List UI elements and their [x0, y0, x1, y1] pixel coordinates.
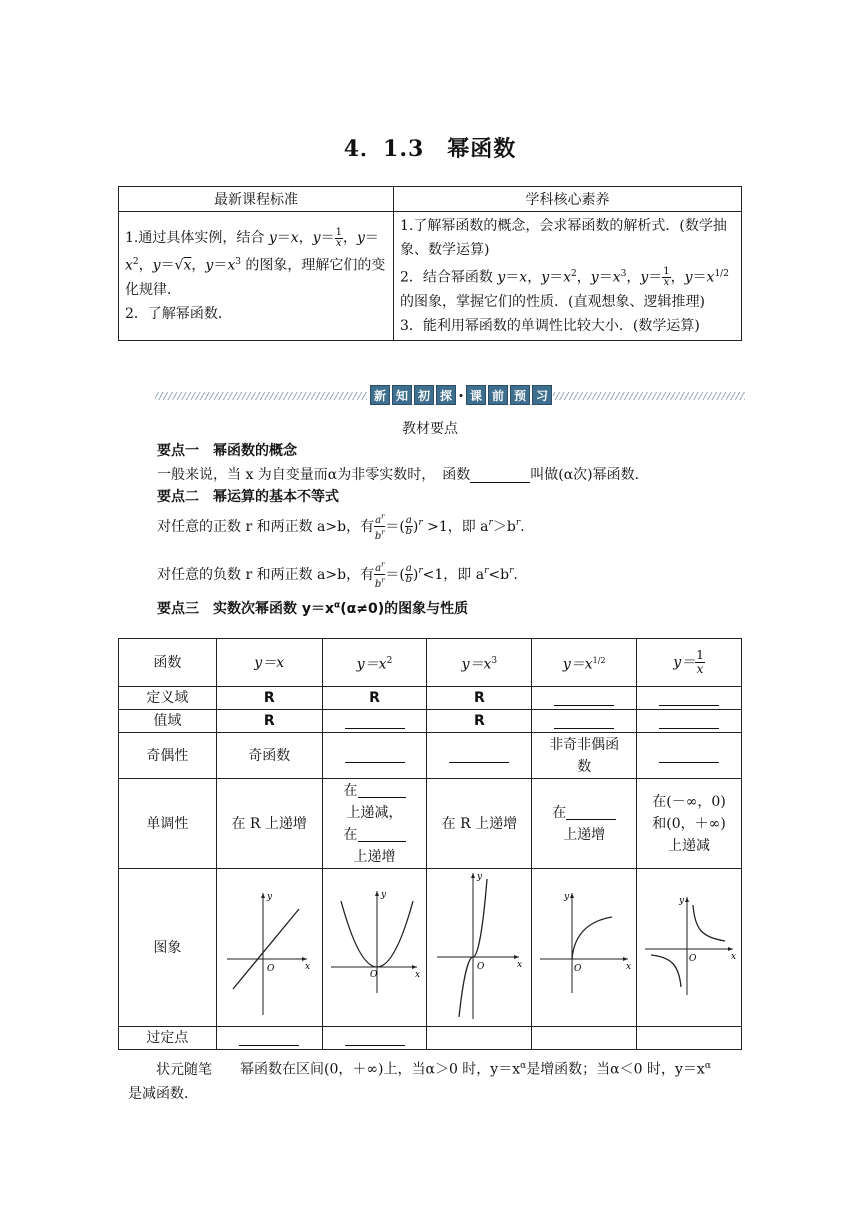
domain-cell: R [322, 687, 427, 710]
graph-cell [322, 869, 427, 1027]
parity-cell [427, 733, 532, 779]
func-label: y＝ [673, 654, 696, 671]
standards-left-1a: 1.通过具体实例，结合 [125, 230, 265, 246]
point3-title: 要点三 实数次幂函数 $y=x^\alpha(\alpha\ne 0)$的图象与性质 [157, 600, 469, 617]
axis-label: x [305, 962, 311, 972]
func-cell: $y=x^2$ [322, 639, 427, 687]
row-label: 图象 [119, 869, 217, 1027]
func-label: y＝x [461, 656, 492, 673]
fill-blank[interactable] [659, 691, 719, 706]
fill-blank[interactable] [554, 691, 614, 706]
domain-cell [532, 687, 637, 710]
fill-blank[interactable] [358, 827, 406, 842]
banner-char: 预 [510, 385, 530, 405]
standards-left-1b: 的图象，理解它们的变化规律． [125, 257, 386, 298]
point2-line1-b: >1，即 a [427, 518, 489, 535]
section-title: 教材要点 [402, 421, 458, 437]
axis-label: y [679, 896, 685, 906]
standards-right-3: 3．能利用幂函数的单调性比较大小．(数学运算) [400, 317, 700, 334]
point1-text-a: 一般来说，当 x 为自变量而α为非零实数时， 函数 [157, 467, 471, 483]
mono-cell [322, 779, 427, 869]
standards-table [118, 186, 742, 341]
fixed-point-cell [532, 1027, 637, 1050]
fixed-point-cell [216, 1027, 322, 1050]
row-label: 过定点 [119, 1027, 217, 1050]
graph-cell [637, 869, 742, 1027]
banner-char: 新 [370, 385, 390, 405]
banner-hatch-right [553, 392, 745, 400]
domain-cell: R [427, 687, 532, 710]
standards-left-cell: 1.通过具体实例，结合 y＝x，y＝ $\frac{1}{x}$ ，$y=x^2$，y＝√x，$y=x^3$ 的图象，理解它们的变化规律． 2．了解幂函数． [119, 212, 394, 341]
fill-blank[interactable] [345, 1031, 405, 1046]
standards-right-2a: 2．结合幂函数 [400, 269, 493, 286]
note-label: 状元随笔 [156, 1061, 212, 1078]
fill-blank[interactable] [345, 714, 405, 729]
axis-label: x [414, 970, 420, 980]
fixed-point-cell [637, 1027, 742, 1050]
axis-label: y [380, 890, 386, 900]
axis-label: x [517, 960, 523, 970]
point2-line2: 对任意的负数 r 和两正数 a>b，有 $\frac{a^r}{b^r}$ ＝( $\frac{a}{b}$ )$^r$<1，即 $a^r<b^r$. [157, 561, 518, 590]
origin-label: O [267, 964, 275, 974]
mono-text: 上递增 [353, 848, 396, 865]
mono-cell: 在 R 上递增 [216, 779, 322, 869]
point2-title: 要点二 幂运算的基本不等式 [157, 489, 339, 505]
mono-text: 在 [343, 782, 358, 799]
func-cell: y＝ $\frac{1}{x}$ [637, 639, 742, 687]
graph-cell [532, 869, 637, 1027]
point2-line1-a: 对任意的正数 r 和两正数 a>b，有 [157, 518, 375, 535]
axis-label: x [626, 962, 632, 972]
parity-cell: 非奇非偶函数 [532, 733, 637, 779]
axis-label: x [731, 952, 737, 962]
fill-blank[interactable] [470, 468, 530, 483]
section-banner [155, 384, 745, 406]
mono-text: 在 [552, 804, 567, 821]
margin-note: 状元随笔 幂函数在区间(0，＋∞)上，当α＞0 时，$y=x^\alpha$是增函数；当α＜0 时，$y=x^\alpha$ 是减函数． [128, 1054, 748, 1106]
standards-left-2: 2．了解幂函数． [125, 305, 232, 322]
parity-cell [637, 733, 742, 779]
graph-square [327, 869, 423, 1019]
axis-label: y [564, 892, 570, 902]
row-label: 值域 [119, 710, 217, 733]
func-label: y＝x [254, 654, 285, 671]
banner-char: 知 [392, 385, 412, 405]
axis-label: y [477, 872, 483, 882]
graph-cell [216, 869, 322, 1027]
point2-line2-a: 对任意的负数 r 和两正数 a>b，有 [157, 566, 375, 583]
note-text-b: 是增函数；当α＜0 时，y＝x [526, 1061, 705, 1078]
mono-text: 上递减， [346, 804, 403, 821]
page-title: 4．1.3 幂函数 [343, 136, 517, 162]
banner-dot: · [458, 385, 464, 405]
fill-blank[interactable] [566, 805, 616, 820]
fill-blank[interactable] [449, 748, 509, 763]
func-label: y＝x [562, 656, 593, 673]
note-text-a: 幂函数在区间(0，＋∞)上，当α＞0 时，y＝x [240, 1061, 521, 1078]
row-label: 单调性 [119, 779, 217, 869]
range-cell: R [216, 710, 322, 733]
point2-line2-b: <1，即 a [422, 566, 485, 583]
graph-cube [431, 869, 527, 1019]
banner-char: 习 [532, 385, 552, 405]
func-label: y＝x [356, 656, 387, 673]
power-function-table [118, 638, 742, 1050]
range-cell [532, 710, 637, 733]
graph-reciprocal [641, 869, 737, 1019]
fill-blank[interactable] [358, 783, 406, 798]
mono-text: 在 [343, 826, 358, 843]
graph-cell [427, 869, 532, 1027]
axis-label: y [267, 892, 273, 902]
standards-header-left: 最新课程标准 [119, 187, 394, 212]
standards-right-2b: 的图象，掌握它们的性质．(直观想象、逻辑推理) [400, 293, 705, 310]
fixed-point-cell [427, 1027, 532, 1050]
banner-char: 前 [488, 385, 508, 405]
origin-label: O [689, 954, 697, 964]
point2-line1: 对任意的正数 r 和两正数 a>b，有 $\frac{a^r}{b^r}$ ＝( $\frac{a}{b}$ )$^r$ >1，即 $a^r>b^r$. [157, 513, 525, 542]
point3-title-b: (α≠0)的图象与性质 [340, 601, 469, 617]
graph-linear [221, 869, 317, 1019]
parity-cell [322, 733, 427, 779]
fill-blank[interactable] [554, 714, 614, 729]
standards-right-1: 1.了解幂函数的概念，会求幂函数的解析式．(数学抽象、数学运算) [400, 218, 727, 258]
point3-title-a: 要点三 实数次幂函数 y＝x [157, 601, 335, 617]
row-label: 定义域 [119, 687, 217, 710]
domain-cell [637, 687, 742, 710]
standards-right-cell: 1.了解幂函数的概念，会求幂函数的解析式．(数学抽象、数学运算) 2．结合幂函数 y＝x，$y=x^2$，$y=x^3$，y＝ $\frac{1}{x}$ ，$y=x^{1/2}$ 的图象，掌握它们的性质．(直观想象、逻辑推理) 3．能利用幂函数的单调性比较大小．(数学运算) [394, 212, 742, 341]
mono-text: 上递增 [563, 826, 606, 843]
fill-blank[interactable] [659, 714, 719, 729]
domain-cell: R [216, 687, 322, 710]
func-cell: $y=x^3$ [427, 639, 532, 687]
range-cell: R [427, 710, 532, 733]
fill-blank[interactable] [239, 1031, 299, 1046]
graph-sqrt [536, 869, 632, 1019]
range-cell [637, 710, 742, 733]
fill-blank[interactable] [659, 748, 719, 763]
point1-text [157, 464, 649, 484]
func-cell: $y=x^{1/2}$ [532, 639, 637, 687]
mono-cell: 在 R 上递增 [427, 779, 532, 869]
mono-cell: 在(－∞，0)和(0，＋∞)上递减 [637, 779, 742, 869]
point2-line2-c: <b [488, 566, 510, 583]
row-label: 奇偶性 [119, 733, 217, 779]
banner-char: 探 [436, 385, 456, 405]
fill-blank[interactable] [345, 748, 405, 763]
parity-cell: 奇函数 [216, 733, 322, 779]
func-cell [216, 639, 322, 687]
mono-cell [532, 779, 637, 869]
row-label: 函数 [119, 639, 217, 687]
note-text-c: 是减函数． [128, 1085, 198, 1102]
point2-line1-c: ＞b [492, 518, 516, 535]
point1-title: 要点一 幂函数的概念 [157, 443, 297, 459]
standards-header-right: 学科核心素养 [394, 187, 742, 212]
banner-char: 初 [414, 385, 434, 405]
point1-text-b: 叫做(α次)幂函数． [530, 467, 649, 483]
fixed-point-cell [322, 1027, 427, 1050]
origin-label: O [369, 970, 377, 980]
range-cell [322, 710, 427, 733]
origin-label: O [477, 962, 485, 972]
banner-hatch-left [155, 392, 367, 400]
banner-char: 课 [466, 385, 486, 405]
origin-label: O [574, 964, 582, 974]
